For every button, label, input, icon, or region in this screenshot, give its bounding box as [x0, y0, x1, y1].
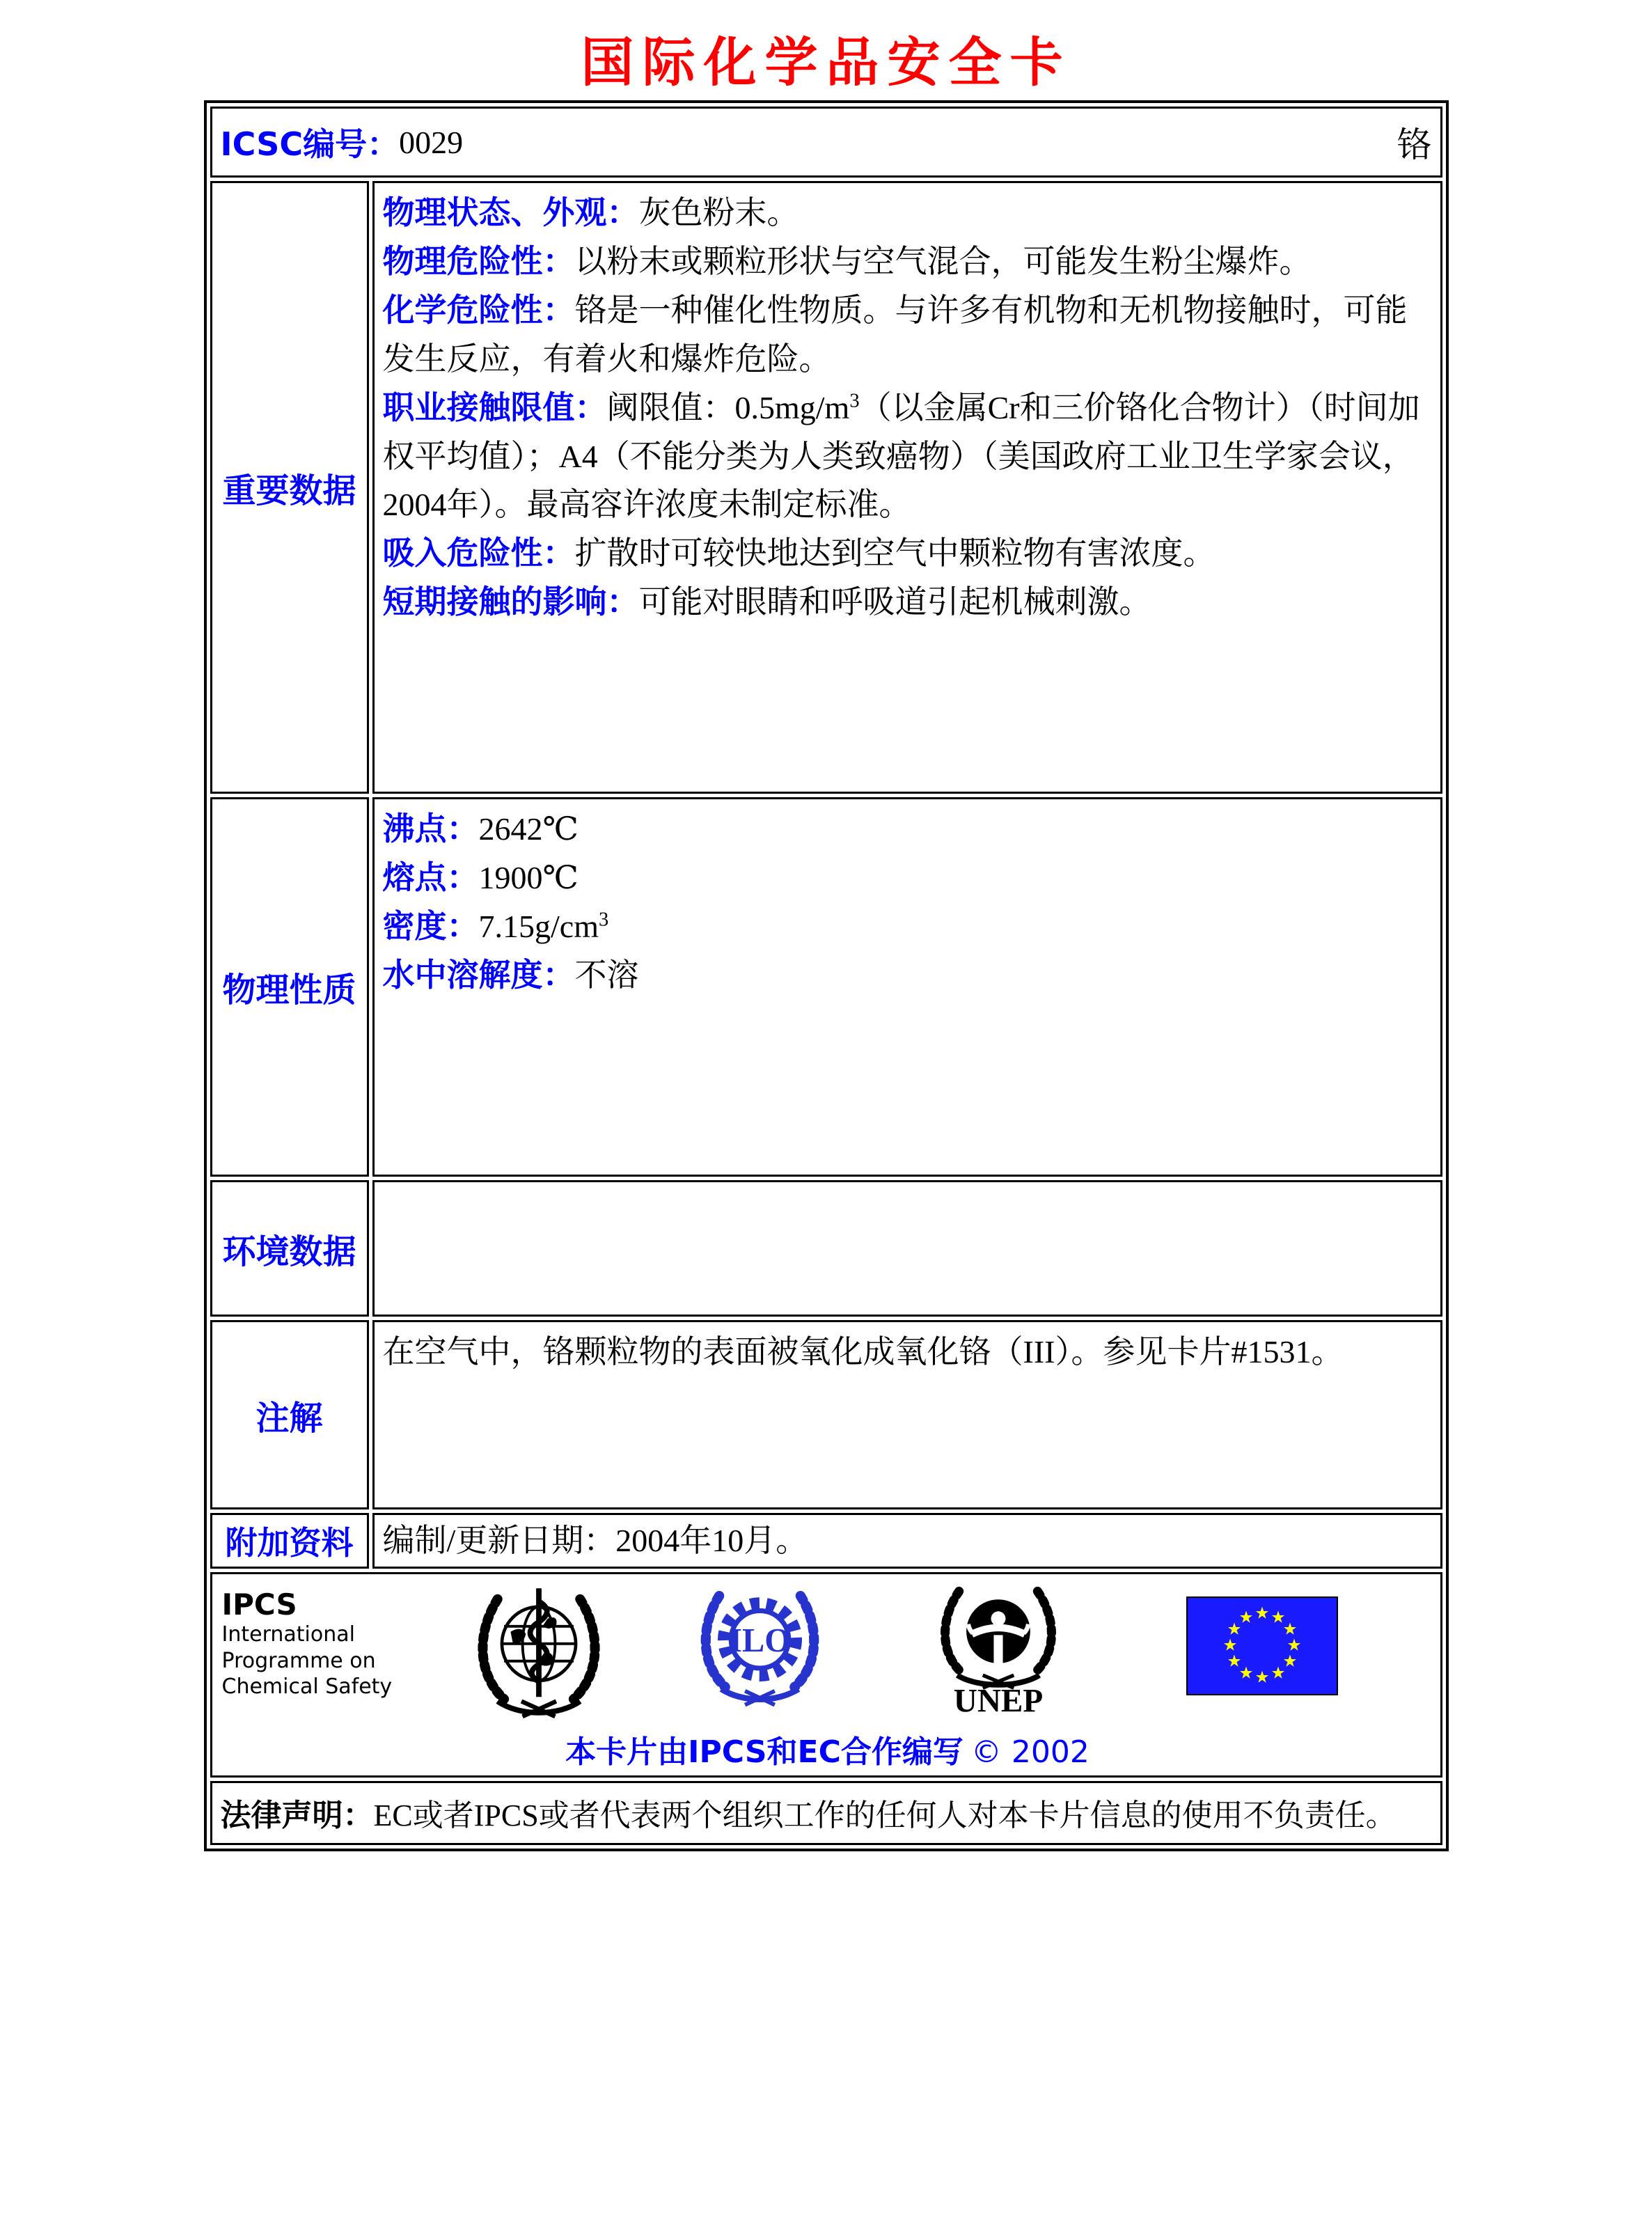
- notes-content: 在空气中，铬颗粒物的表面被氧化成氧化铬（III）。参见卡片#1531。: [372, 1320, 1442, 1509]
- icsc-number-label: ICSC编号：: [220, 125, 400, 163]
- row-environmental-data: [210, 1180, 1442, 1317]
- field-value-continued: （以金属Cr和三价铬化合物计）（时间加权平均值）；A4（不能分类为人类致癌物）（美国政府工业卫生学家会议，2004年）。最高容许浓度未制定标准。: [382, 389, 1420, 523]
- superscript: 3: [849, 390, 860, 412]
- field-label: 水中溶解度：: [382, 955, 575, 994]
- section-label-notes: 注解: [210, 1320, 369, 1509]
- header-row: [210, 107, 1442, 178]
- row-additional-info: [210, 1513, 1442, 1569]
- field-value: 可能对眼睛和呼吸道引起机械刺激。: [638, 584, 1151, 620]
- important-data-content: [372, 181, 1442, 794]
- boiling-point-line: [383, 805, 1431, 854]
- density-line: [383, 902, 1431, 951]
- icsc-number-group: [221, 119, 464, 165]
- unep-logo-icon: [929, 1584, 1068, 1716]
- field-label: 吸入危险性：: [382, 534, 575, 572]
- melting-point-line: [383, 854, 1431, 902]
- field-value: 灰色粉末。: [638, 195, 799, 230]
- ipcs-line-2: Programme on: [221, 1648, 376, 1673]
- ipcs-line-3: Chemical Safety: [221, 1674, 393, 1700]
- ipcs-line-1: International: [221, 1622, 355, 1647]
- superscript: 3: [598, 909, 609, 931]
- field-label: 物理状态、外观：: [382, 194, 639, 231]
- ilo-logo-text: ILO: [728, 1622, 791, 1659]
- page-title: 国际化学品安全卡: [581, 31, 1071, 93]
- field-value: 2642℃: [478, 811, 579, 847]
- row-notes: [210, 1320, 1442, 1509]
- section-label-physical-properties: 物理性质: [210, 797, 369, 1177]
- additional-info-content: 编制/更新日期：2004年10月。: [372, 1513, 1442, 1569]
- caption-text: 本卡片由IPCS和EC合作编写: [565, 1734, 963, 1770]
- field-label: 密度：: [382, 907, 479, 945]
- physical-danger-line: [383, 237, 1431, 286]
- field-label: 短期接触的影响：: [382, 583, 639, 621]
- field-value: 扩散时可较快地达到空气中颗粒物有害浓度。: [574, 535, 1216, 572]
- row-important-data: [210, 181, 1442, 794]
- section-label-environmental-data: 环境数据: [210, 1180, 369, 1317]
- physical-state-line: [383, 189, 1431, 237]
- field-label: 化学危险性：: [382, 290, 575, 329]
- occupational-limit-line: [383, 384, 1431, 530]
- row-legal: [210, 1781, 1442, 1845]
- legal-text: EC或者IPCS或者代表两个组织工作的任何人对本卡片信息的使用不负责任。: [373, 1798, 1397, 1833]
- logos-strip: [222, 1584, 1433, 1720]
- field-value: 不溶: [574, 957, 639, 993]
- field-value: 7.15g/cm: [478, 908, 599, 944]
- section-label-additional-info: 附加资料: [210, 1513, 369, 1569]
- field-value: 阈限值：0.5mg/m: [606, 389, 850, 425]
- icsc-card-table: [204, 100, 1449, 1851]
- who-logo-icon: [473, 1584, 605, 1720]
- chemical-danger-line: [383, 286, 1431, 384]
- cooperation-caption: [222, 1727, 1433, 1771]
- chemical-name: 铬: [1397, 125, 1432, 164]
- field-value: 铬是一种催化性物质。与许多有机物和无机物接触时，可能发生反应，有着火和爆炸危险。: [382, 292, 1408, 377]
- environmental-data-content: [372, 1180, 1442, 1317]
- unep-logo-text: UNEP: [953, 1683, 1043, 1716]
- water-solubility-line: [383, 951, 1431, 1000]
- eu-flag-icon: [1186, 1597, 1338, 1695]
- row-physical-properties: [210, 797, 1442, 1177]
- ipcs-heading: IPCS: [221, 1587, 297, 1622]
- field-value: 1900℃: [478, 859, 579, 895]
- header-cell: [210, 107, 1442, 178]
- field-label: 沸点：: [382, 810, 479, 847]
- icsc-number-value: 0029: [399, 124, 464, 160]
- field-label: 物理危险性：: [382, 242, 575, 280]
- field-value: 以粉末或颗粒形状与空气混合，可能发生粉尘爆炸。: [574, 243, 1312, 279]
- ipcs-text-block: [222, 1588, 431, 1700]
- section-label-important-data: 重要数据: [210, 181, 369, 794]
- physical-properties-content: [372, 797, 1442, 1177]
- field-label: 职业接触限值：: [382, 388, 607, 426]
- short-term-effects-line: [383, 578, 1431, 627]
- legal-cell: [210, 1781, 1442, 1845]
- inhalation-danger-line: [383, 529, 1431, 578]
- row-logos: [210, 1572, 1442, 1778]
- field-label: 熔点：: [382, 858, 479, 896]
- ilo-logo-icon: [695, 1584, 824, 1713]
- logos-cell: [210, 1572, 1442, 1778]
- caption-copyright: © 2002: [970, 1734, 1089, 1770]
- legal-label: 法律声明：: [220, 1797, 374, 1833]
